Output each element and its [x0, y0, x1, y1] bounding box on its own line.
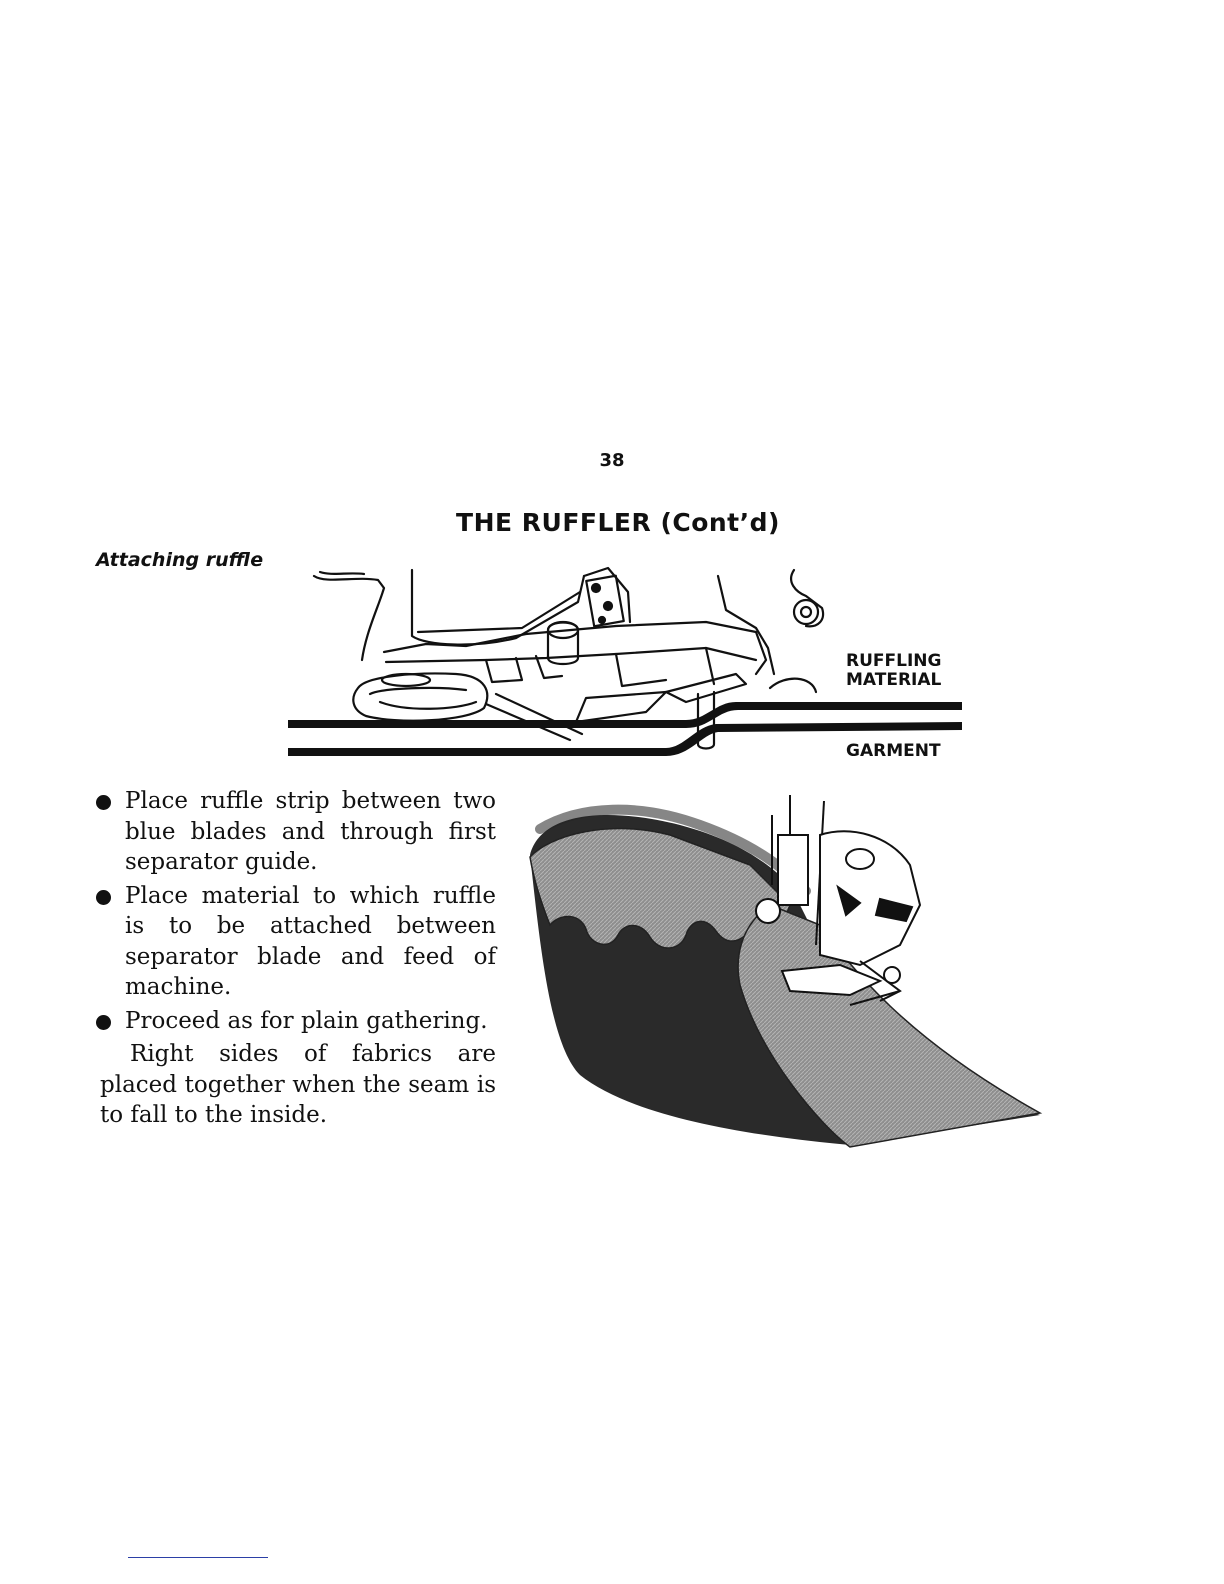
- page-title: THE RUFFLER (Cont’d): [456, 508, 780, 537]
- section-heading: Attaching ruffle: [96, 549, 264, 571]
- instructions: [94, 786, 496, 1131]
- bullet-icon: [96, 795, 111, 810]
- ruffling-label-line1: RUFFLING: [846, 651, 942, 671]
- footer-rule: [128, 1557, 268, 1558]
- instruction-bullet: [94, 786, 496, 878]
- garment-label: GARMENT: [846, 741, 941, 761]
- bullet-icon: [96, 890, 111, 905]
- instruction-text: Place material to which ruffle is to be attached between separator blade and feed of machine.: [125, 882, 496, 1000]
- page-number: 38: [599, 450, 625, 471]
- instruction-bullet: [94, 881, 496, 1003]
- instruction-bullet: [94, 1006, 496, 1037]
- ruffling-label-line2: MATERIAL: [846, 670, 942, 690]
- instruction-note: Right sides of fabrics are placed together when the seam is to fall to the inside.: [100, 1041, 496, 1128]
- ruffling-material-label: [844, 652, 943, 690]
- instruction-text: Proceed as for plain gathering.: [125, 1007, 488, 1034]
- sewing-ruffle-illustration: [520, 795, 1050, 1155]
- bullet-icon: [96, 1015, 111, 1030]
- instruction-text: Place ruffle strip between two blue blades and through first separator guide.: [125, 788, 496, 875]
